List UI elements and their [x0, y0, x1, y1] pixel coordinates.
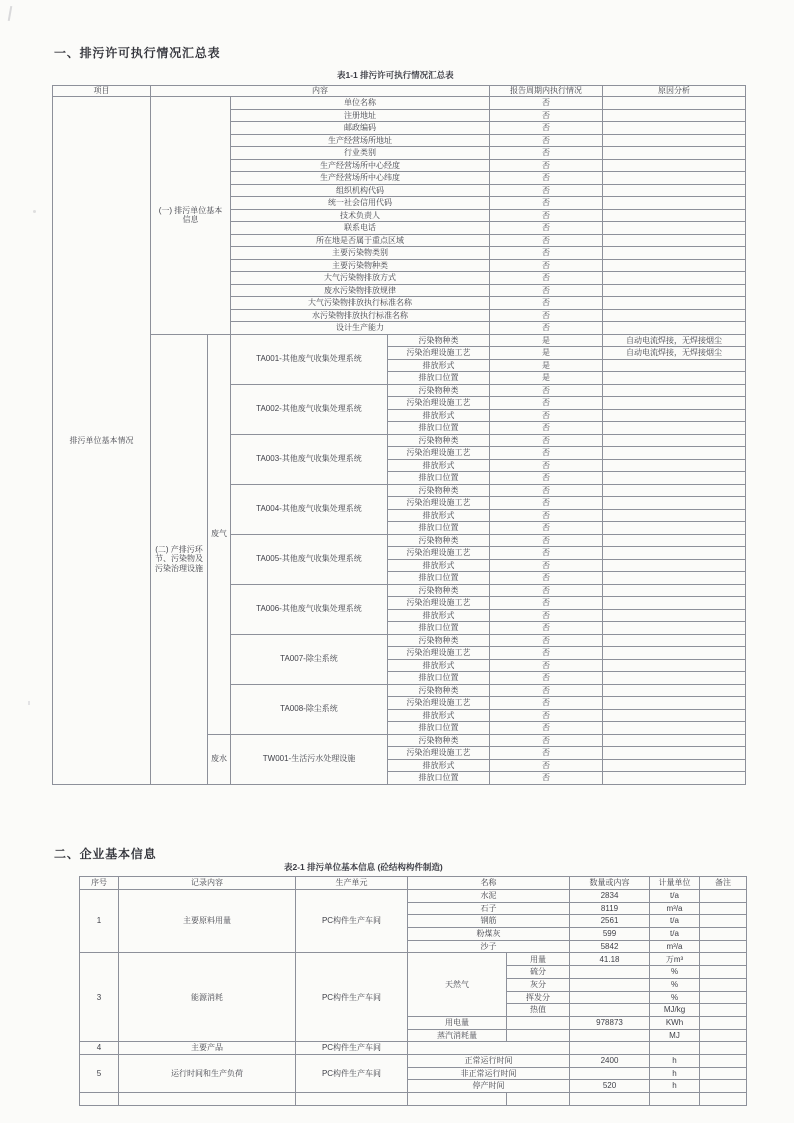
- system-name-cell: TA007-除尘系统: [231, 634, 388, 684]
- reason-cell: [603, 459, 746, 472]
- status-cell: 否: [490, 472, 603, 485]
- item-cell: 污染治理设施工艺: [388, 747, 490, 760]
- status-cell: 否: [490, 622, 603, 635]
- status-cell: 否: [490, 522, 603, 535]
- column-header-no: 序号: [80, 877, 119, 890]
- content-cell: 生产经营场所中心纬度: [231, 172, 490, 185]
- reason-cell: [603, 609, 746, 622]
- content-cell: 技术负责人: [231, 209, 490, 222]
- reason-cell: [603, 134, 746, 147]
- empty-cell: [119, 1093, 296, 1106]
- reason-cell: [603, 447, 746, 460]
- reason-cell: [603, 122, 746, 135]
- reason-cell: [603, 759, 746, 772]
- note-cell: [700, 915, 747, 928]
- name-cell: 非正常运行时间: [408, 1067, 570, 1080]
- item-cell: 污染物种类: [388, 334, 490, 347]
- value-cell: 599: [570, 928, 650, 941]
- measure-cell: m³/a: [650, 940, 700, 953]
- no-cell: 5: [80, 1054, 119, 1092]
- status-cell: 否: [490, 422, 603, 435]
- item-cell: 排放形式: [388, 509, 490, 522]
- status-cell: 否: [490, 497, 603, 510]
- item-cell: 排放口位置: [388, 622, 490, 635]
- status-cell: 否: [490, 247, 603, 260]
- column-header-content: 内容: [151, 86, 490, 97]
- item-cell: 污染物种类: [388, 384, 490, 397]
- reason-cell: [603, 634, 746, 647]
- measure-cell: h: [650, 1067, 700, 1080]
- content-cell: 生产经营场所地址: [231, 134, 490, 147]
- reason-cell: [603, 534, 746, 547]
- item-cell: 污染治理设施工艺: [388, 547, 490, 560]
- sub-item-cell: 挥发分: [507, 991, 570, 1004]
- note-cell: [700, 1067, 747, 1080]
- value-cell: [570, 991, 650, 1004]
- content-cell: 主要污染物类别: [231, 247, 490, 260]
- column-header-measure-unit: 计量单位: [650, 877, 700, 890]
- reason-cell: [603, 709, 746, 722]
- status-cell: 否: [490, 397, 603, 410]
- name-cell: [408, 1042, 570, 1055]
- reason-cell: [603, 259, 746, 272]
- permit-summary-table: [52, 85, 746, 785]
- reason-cell: [603, 522, 746, 535]
- column-header-project: 项目: [53, 86, 151, 97]
- content-cell: 注册地址: [231, 109, 490, 122]
- content-cell: 主要污染物种类: [231, 259, 490, 272]
- section-a-label: (一) 排污单位基本信息: [151, 97, 231, 335]
- reason-cell: [603, 434, 746, 447]
- reason-cell: [603, 372, 746, 385]
- status-cell: 否: [490, 609, 603, 622]
- content-cell: 废水污染物排放规律: [231, 284, 490, 297]
- content-cell: 生产经营场所中心经度: [231, 159, 490, 172]
- status-cell: 否: [490, 322, 603, 335]
- reason-cell: [603, 659, 746, 672]
- reason-cell: [603, 247, 746, 260]
- system-name-cell: TA004-其他废气收集处理系统: [231, 484, 388, 534]
- status-cell: 否: [490, 147, 603, 160]
- status-cell: 否: [490, 484, 603, 497]
- reason-cell: [603, 422, 746, 435]
- status-cell: 否: [490, 584, 603, 597]
- reason-cell: [603, 172, 746, 185]
- item-cell: 排放口位置: [388, 572, 490, 585]
- reason-cell: [603, 309, 746, 322]
- sub-item-cell: [507, 1016, 570, 1029]
- value-cell: [570, 1067, 650, 1080]
- reason-cell: [603, 184, 746, 197]
- status-cell: 否: [490, 709, 603, 722]
- scan-artifact: [8, 6, 13, 21]
- status-cell: 是: [490, 334, 603, 347]
- reason-cell: [603, 159, 746, 172]
- name-cell: 停产时间: [408, 1080, 570, 1093]
- status-cell: 否: [490, 159, 603, 172]
- column-header-quantity: 数量或内容: [570, 877, 650, 890]
- status-cell: 否: [490, 684, 603, 697]
- measure-cell: [650, 1042, 700, 1055]
- status-cell: 否: [490, 459, 603, 472]
- empty-cell: [296, 1093, 408, 1106]
- reason-cell: [603, 509, 746, 522]
- name-cell: 粉煤灰: [408, 928, 570, 941]
- column-header-prod-unit: 生产单元: [296, 877, 408, 890]
- note-cell: [700, 1080, 747, 1093]
- note-cell: [700, 991, 747, 1004]
- value-cell: 520: [570, 1080, 650, 1093]
- content-cell: 单位名称: [231, 97, 490, 110]
- reason-cell: [603, 359, 746, 372]
- category-label: 废水: [208, 734, 231, 784]
- note-cell: [700, 978, 747, 991]
- name-cell: 正常运行时间: [408, 1054, 570, 1067]
- no-cell: 3: [80, 953, 119, 1042]
- status-cell: 否: [490, 534, 603, 547]
- value-cell: [570, 978, 650, 991]
- note-cell: [700, 890, 747, 903]
- record-cell: 主要产品: [119, 1042, 296, 1055]
- system-name-cell: TW001-生活污水处理设施: [231, 734, 388, 784]
- item-cell: 污染治理设施工艺: [388, 447, 490, 460]
- name-cell: 沙子: [408, 940, 570, 953]
- reason-cell: [603, 234, 746, 247]
- content-cell: 统一社会信用代码: [231, 197, 490, 210]
- status-cell: 否: [490, 772, 603, 785]
- status-cell: 否: [490, 722, 603, 735]
- reason-cell: 自动电流焊接，无焊接烟尘: [603, 334, 746, 347]
- section1-title: 一、排污许可执行情况汇总表: [54, 46, 221, 60]
- item-cell: 排放形式: [388, 709, 490, 722]
- column-header-note: 备注: [700, 877, 747, 890]
- reason-cell: [603, 484, 746, 497]
- reason-cell: [603, 559, 746, 572]
- reason-cell: [603, 472, 746, 485]
- prod-unit-cell: PC构件生产车间: [296, 890, 408, 953]
- measure-cell: %: [650, 991, 700, 1004]
- status-cell: 是: [490, 372, 603, 385]
- status-cell: 否: [490, 672, 603, 685]
- item-cell: 排放形式: [388, 459, 490, 472]
- item-cell: 污染治理设施工艺: [388, 347, 490, 360]
- sub-item-cell: 用量: [507, 953, 570, 966]
- status-cell: 否: [490, 109, 603, 122]
- content-cell: 设计生产能力: [231, 322, 490, 335]
- column-header-record: 记录内容: [119, 877, 296, 890]
- reason-cell: [603, 222, 746, 235]
- status-cell: 否: [490, 259, 603, 272]
- note-cell: [700, 1016, 747, 1029]
- system-name-cell: TA002-其他废气收集处理系统: [231, 384, 388, 434]
- reason-cell: [603, 672, 746, 685]
- status-cell: 否: [490, 647, 603, 660]
- status-cell: 否: [490, 234, 603, 247]
- name-cell: 水泥: [408, 890, 570, 903]
- reason-cell: [603, 722, 746, 735]
- reason-cell: [603, 547, 746, 560]
- status-cell: 否: [490, 284, 603, 297]
- note-cell: [700, 966, 747, 979]
- reason-cell: 自动电流焊接，无焊接烟尘: [603, 347, 746, 360]
- item-cell: 排放形式: [388, 659, 490, 672]
- measure-cell: t/a: [650, 890, 700, 903]
- category-label: 废气: [208, 334, 231, 734]
- name-cell: 用电量: [408, 1016, 507, 1029]
- item-cell: 污染治理设施工艺: [388, 497, 490, 510]
- empty-cell: [80, 1093, 119, 1106]
- reason-cell: [603, 397, 746, 410]
- reason-cell: [603, 409, 746, 422]
- empty-cell: [408, 1093, 507, 1106]
- system-name-cell: TA001-其他废气收集处理系统: [231, 334, 388, 384]
- value-cell: 2834: [570, 890, 650, 903]
- measure-cell: 万m³: [650, 953, 700, 966]
- empty-cell: [570, 1093, 650, 1106]
- item-cell: 排放口位置: [388, 672, 490, 685]
- status-cell: 否: [490, 434, 603, 447]
- item-cell: 排放口位置: [388, 472, 490, 485]
- empty-cell: [650, 1093, 700, 1106]
- content-cell: 大气污染物排放执行标准名称: [231, 297, 490, 310]
- status-cell: 否: [490, 97, 603, 110]
- status-cell: 是: [490, 359, 603, 372]
- reason-cell: [603, 734, 746, 747]
- status-cell: 否: [490, 197, 603, 210]
- item-cell: 污染物种类: [388, 434, 490, 447]
- item-cell: 污染物种类: [388, 634, 490, 647]
- status-cell: 否: [490, 559, 603, 572]
- reason-cell: [603, 97, 746, 110]
- content-cell: 组织机构代码: [231, 184, 490, 197]
- status-cell: 否: [490, 297, 603, 310]
- prod-unit-cell: PC构件生产车间: [296, 953, 408, 1042]
- reason-cell: [603, 647, 746, 660]
- item-cell: 污染物种类: [388, 734, 490, 747]
- status-cell: 否: [490, 509, 603, 522]
- system-name-cell: TA008-除尘系统: [231, 684, 388, 734]
- reason-cell: [603, 272, 746, 285]
- content-cell: 邮政编码: [231, 122, 490, 135]
- status-cell: 否: [490, 447, 603, 460]
- enterprise-info-table: [79, 876, 747, 1106]
- system-name-cell: TA005-其他废气收集处理系统: [231, 534, 388, 584]
- status-cell: 否: [490, 747, 603, 760]
- item-cell: 排放形式: [388, 559, 490, 572]
- status-cell: 否: [490, 547, 603, 560]
- fuel-name-cell: 天然气: [408, 953, 507, 1016]
- value-cell: [570, 1029, 650, 1042]
- value-cell: [570, 966, 650, 979]
- item-cell: 污染物种类: [388, 484, 490, 497]
- item-cell: 污染物种类: [388, 534, 490, 547]
- note-cell: [700, 1004, 747, 1017]
- measure-cell: MJ/kg: [650, 1004, 700, 1017]
- status-cell: 否: [490, 734, 603, 747]
- status-cell: 是: [490, 347, 603, 360]
- status-cell: 否: [490, 172, 603, 185]
- item-cell: 污染治理设施工艺: [388, 397, 490, 410]
- reason-cell: [603, 597, 746, 610]
- reason-cell: [603, 772, 746, 785]
- name-cell: 石子: [408, 902, 570, 915]
- reason-cell: [603, 497, 746, 510]
- record-cell: 主要原料用量: [119, 890, 296, 953]
- status-cell: 否: [490, 222, 603, 235]
- measure-cell: KWh: [650, 1016, 700, 1029]
- system-name-cell: TA003-其他废气收集处理系统: [231, 434, 388, 484]
- value-cell: [570, 1042, 650, 1055]
- no-cell: 4: [80, 1042, 119, 1055]
- reason-cell: [603, 384, 746, 397]
- item-cell: 污染治理设施工艺: [388, 647, 490, 660]
- measure-cell: m³/a: [650, 902, 700, 915]
- item-cell: 污染物种类: [388, 584, 490, 597]
- content-cell: 所在地是否属于重点区域: [231, 234, 490, 247]
- scan-artifact: [33, 210, 36, 213]
- prod-unit-cell: PC构件生产车间: [296, 1042, 408, 1055]
- section-b-label: (二) 产排污环节、污染物及污染治理设施: [151, 334, 208, 784]
- item-cell: 排放口位置: [388, 772, 490, 785]
- status-cell: 否: [490, 759, 603, 772]
- record-cell: 运行时间和生产负荷: [119, 1054, 296, 1092]
- content-cell: 联系电话: [231, 222, 490, 235]
- measure-cell: MJ: [650, 1029, 700, 1042]
- status-cell: 否: [490, 309, 603, 322]
- scan-artifact: [28, 701, 30, 705]
- reason-cell: [603, 197, 746, 210]
- system-name-cell: TA006-其他废气收集处理系统: [231, 584, 388, 634]
- sub-item-cell: 热值: [507, 1004, 570, 1017]
- value-cell: [570, 1004, 650, 1017]
- reason-cell: [603, 684, 746, 697]
- column-header-status: 报告周期内执行情况: [490, 86, 603, 97]
- status-cell: 否: [490, 697, 603, 710]
- table2-caption: 表2-1 排污单位基本信息 (砼结构构件制造): [284, 862, 443, 872]
- prod-unit-cell: PC构件生产车间: [296, 1054, 408, 1092]
- item-cell: 排放口位置: [388, 722, 490, 735]
- status-cell: 否: [490, 409, 603, 422]
- value-cell: 41.18: [570, 953, 650, 966]
- measure-cell: t/a: [650, 915, 700, 928]
- status-cell: 否: [490, 634, 603, 647]
- content-cell: 大气污染物排放方式: [231, 272, 490, 285]
- item-cell: 排放口位置: [388, 372, 490, 385]
- item-cell: 污染治理设施工艺: [388, 597, 490, 610]
- column-header-reason: 原因分析: [603, 86, 746, 97]
- item-cell: 排放口位置: [388, 422, 490, 435]
- measure-cell: h: [650, 1054, 700, 1067]
- status-cell: 否: [490, 272, 603, 285]
- section2-title: 二、企业基本信息: [54, 847, 157, 861]
- value-cell: 5842: [570, 940, 650, 953]
- item-cell: 排放形式: [388, 759, 490, 772]
- reason-cell: [603, 622, 746, 635]
- reason-cell: [603, 584, 746, 597]
- note-cell: [700, 953, 747, 966]
- item-cell: 污染治理设施工艺: [388, 697, 490, 710]
- item-cell: 排放形式: [388, 359, 490, 372]
- empty-cell: [507, 1093, 570, 1106]
- value-cell: 2561: [570, 915, 650, 928]
- status-cell: 否: [490, 184, 603, 197]
- note-cell: [700, 928, 747, 941]
- status-cell: 否: [490, 384, 603, 397]
- name-cell: 蒸汽消耗量: [408, 1029, 507, 1042]
- reason-cell: [603, 109, 746, 122]
- reason-cell: [603, 572, 746, 585]
- reason-cell: [603, 209, 746, 222]
- reason-cell: [603, 147, 746, 160]
- item-cell: 排放形式: [388, 409, 490, 422]
- value-cell: 2400: [570, 1054, 650, 1067]
- status-cell: 否: [490, 209, 603, 222]
- note-cell: [700, 902, 747, 915]
- reason-cell: [603, 322, 746, 335]
- content-cell: 行业类别: [231, 147, 490, 160]
- content-cell: 水污染物排放执行标准名称: [231, 309, 490, 322]
- value-cell: 8119: [570, 902, 650, 915]
- empty-cell: [700, 1093, 747, 1106]
- note-cell: [700, 1054, 747, 1067]
- note-cell: [700, 1042, 747, 1055]
- item-cell: 排放口位置: [388, 522, 490, 535]
- note-cell: [700, 1029, 747, 1042]
- reason-cell: [603, 297, 746, 310]
- status-cell: 否: [490, 134, 603, 147]
- note-cell: [700, 940, 747, 953]
- status-cell: 否: [490, 597, 603, 610]
- measure-cell: h: [650, 1080, 700, 1093]
- no-cell: 1: [80, 890, 119, 953]
- sub-item-cell: [507, 1029, 570, 1042]
- item-cell: 排放形式: [388, 609, 490, 622]
- name-cell: 钢筋: [408, 915, 570, 928]
- reason-cell: [603, 697, 746, 710]
- record-cell: 能源消耗: [119, 953, 296, 1042]
- reason-cell: [603, 284, 746, 297]
- reason-cell: [603, 747, 746, 760]
- project-label: 排污单位基本情况: [53, 97, 151, 785]
- status-cell: 否: [490, 659, 603, 672]
- item-cell: 污染物种类: [388, 684, 490, 697]
- column-header-name: 名称: [408, 877, 570, 890]
- status-cell: 否: [490, 122, 603, 135]
- status-cell: 否: [490, 572, 603, 585]
- measure-cell: %: [650, 966, 700, 979]
- measure-cell: %: [650, 978, 700, 991]
- sub-item-cell: 灰分: [507, 978, 570, 991]
- value-cell: 978873: [570, 1016, 650, 1029]
- measure-cell: t/a: [650, 928, 700, 941]
- sub-item-cell: 硫分: [507, 966, 570, 979]
- table1-caption: 表1-1 排污许可执行情况汇总表: [337, 70, 454, 80]
